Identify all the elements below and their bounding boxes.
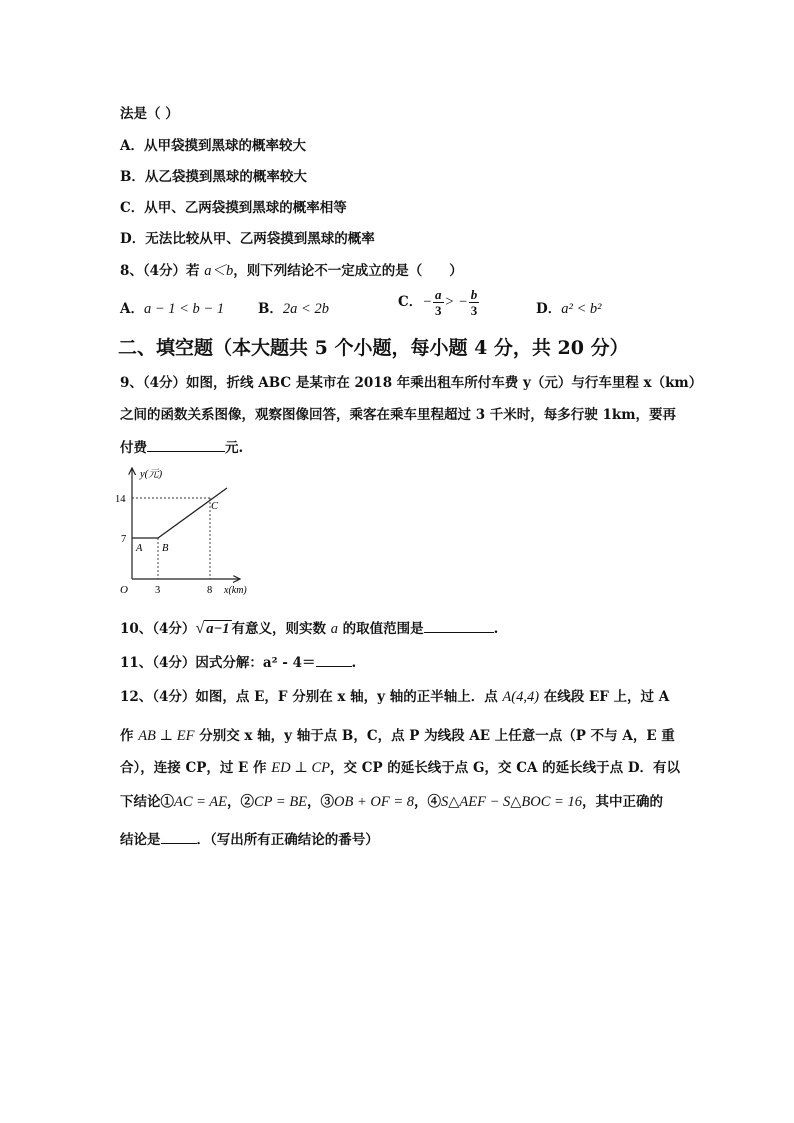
q11-end: . <box>351 655 357 671</box>
q12-perp-ab-ef: AB ⊥ EF <box>138 728 195 744</box>
q8-option-c-gt: > − <box>444 294 468 310</box>
q8-frac-a-num: a <box>435 287 442 302</box>
q10-post2: 的取值范围是 <box>337 621 424 637</box>
q12-line-1 <box>120 688 669 706</box>
q12-line-4 <box>120 793 663 811</box>
q12-answer-blank <box>161 831 197 844</box>
q8-pre: 若 <box>186 263 205 279</box>
q10-end: . <box>493 621 499 637</box>
q12-line-4-post: ，其中正确的 <box>581 794 663 810</box>
q8-stem <box>120 262 463 280</box>
q9-answer-blank <box>147 439 225 452</box>
q12-sep-1: ，② <box>227 794 255 810</box>
q8-option-a <box>120 297 224 318</box>
y-tick-7: 7 <box>121 534 127 545</box>
q12-point-a: A(4,4) <box>502 689 540 705</box>
q12-line-1-post: 在线段 EF 上，过 A <box>539 689 670 705</box>
q11-text: 11、（4分）因式分解：a² - 4＝ <box>120 655 316 671</box>
origin-label: O <box>120 584 128 596</box>
q7-stem-end: 法是（ ） <box>120 106 179 122</box>
q9-line-3 <box>120 439 243 457</box>
q12-conclusion-2: CP = BE <box>254 794 308 810</box>
q12-line-5 <box>120 831 379 849</box>
q12-line-5-pre: 结论是 <box>120 832 161 848</box>
x-tick-8: 8 <box>207 585 213 596</box>
q7-option-a: A．从甲袋摸到黑球的概率较大 <box>120 138 306 154</box>
q9-line-3-post: 元. <box>225 440 244 456</box>
q9-line-1: 9、（4分）如图，折线 ABC 是某市在 2018 年乘出租车所付车费 y（元）与行车里程 x（km） <box>120 375 703 391</box>
q12-line-2-post: 分别交 x 轴，y 轴于点 B，C，点 P 为线段 AE 上任意一点（P 不与 A，E 重 <box>194 728 675 744</box>
q8-option-c-label: C． <box>398 294 423 310</box>
q8-number: 8、（4分） <box>120 263 187 279</box>
q10-radicand: a−1 <box>206 621 230 637</box>
q8-option-d-math: a² < b² <box>561 301 602 317</box>
q7-option-c: C．从甲、乙两袋摸到黑球的概率相等 <box>120 200 347 216</box>
q8-option-b-label: B． <box>258 301 283 317</box>
q12-perp-ed-cp: ED ⊥ CP <box>271 760 330 776</box>
point-b-label: B <box>162 543 169 554</box>
x-axis-label: x(km) <box>224 585 247 596</box>
q8-option-c-frac-a <box>433 287 444 318</box>
q10-answer-blank <box>424 620 494 633</box>
y-tick-14: 14 <box>115 494 126 505</box>
q9-line-2: 之间的函数关系图像，观察图像回答，乘客在乘车里程超过 3 千米时，每多行驶 1km，要再 <box>120 407 677 423</box>
q12-sep-3: ，④ <box>414 794 442 810</box>
sqrt-symbol: √ <box>195 620 205 637</box>
q8-option-b <box>258 297 329 318</box>
q12-line-3-pre: 合），连接 CP，过 E 作 <box>120 760 272 776</box>
q7-option-b: B．从乙袋摸到黑球的概率较大 <box>120 169 307 185</box>
q12-conclusion-1: AC = AE <box>174 794 228 810</box>
q11-line <box>120 654 356 672</box>
q12-line-2 <box>120 727 675 745</box>
q12-conclusion-4: S△AEF − S△BOC = 16 <box>441 794 582 810</box>
q8-option-c <box>398 287 480 318</box>
q11-answer-blank <box>316 654 352 667</box>
q12-line-3 <box>120 759 680 777</box>
q12-line-4-pre: 下结论① <box>120 794 174 810</box>
y-axis-label: y(元) <box>140 469 163 480</box>
q8-option-c-frac-b <box>469 287 480 318</box>
q8-frac-a-den: 3 <box>435 303 442 318</box>
q8-post: ，则下列结论不一定成立的是（ ） <box>233 263 463 279</box>
x-tick-3: 3 <box>155 585 161 596</box>
q7-option-d: D．无法比较从甲、乙两袋摸到黑球的概率 <box>120 231 375 247</box>
q8-option-d <box>536 297 601 318</box>
q12-line-1-pre: 12、（4分）如图，点 E，F 分别在 x 轴，y 轴的正半轴上．点 <box>120 689 503 705</box>
q12-sep-2: ，③ <box>307 794 335 810</box>
q10-var: a <box>330 621 338 637</box>
fare-graph <box>110 462 265 602</box>
section-2-heading: 二、填空题（本大题共 5 个小题，每小题 4 分，共 20 分） <box>118 337 629 359</box>
q8-frac-b-den: 3 <box>470 303 478 318</box>
q12-line-3-post: ，交 CP 的延长线于点 G，交 CA 的延长线于点 D．有以 <box>330 760 681 776</box>
q10-line <box>120 620 498 638</box>
q8-option-a-math: a − 1 < b − 1 <box>143 301 225 317</box>
q8-option-b-math: 2a < 2b <box>282 301 329 317</box>
q12-line-5-post: ．（写出所有正确结论的番号） <box>196 832 379 848</box>
q10-post: 有意义，则实数 <box>231 621 331 637</box>
q10-number: 10、（4分） <box>120 621 196 637</box>
q12-conclusion-3: OB + OF = 8 <box>334 794 415 810</box>
fare-line-abc <box>132 488 227 538</box>
q8-frac-b-num: b <box>470 287 478 302</box>
point-a-label: A <box>136 543 143 554</box>
q8-option-d-label: D． <box>536 301 562 317</box>
q8-option-a-label: A． <box>120 301 144 317</box>
point-c-label: C <box>211 501 219 512</box>
q9-line-3-pre: 付费 <box>120 440 147 456</box>
q12-line-2-pre: 作 <box>120 728 139 744</box>
q8-option-c-minus: − <box>422 294 433 310</box>
q8-condition: a＜b <box>204 263 234 279</box>
